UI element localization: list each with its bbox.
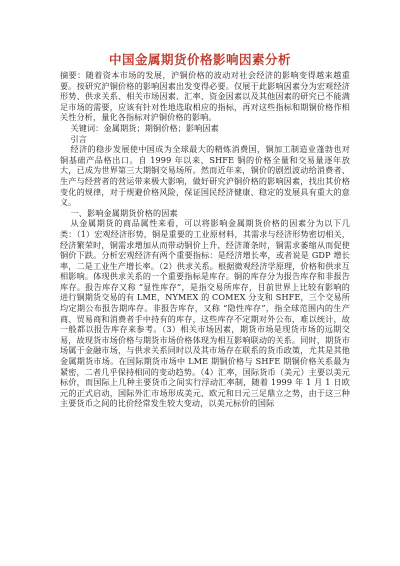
- document-title: 中国金属期货价格影响因素分析: [108, 52, 291, 67]
- intro-heading: 引言: [70, 133, 88, 144]
- abstract-paragraph: 摘要：随着资本市场的发展，沪铜价格的波动对社会经济的影响变得越来越重要。按研究沪铜价格的影响因素出发变得必要。仅展于此影响因素分为宏观经济形势、供求关系、相关市场因素、汇率、资金因素以及其他因素的研究已不能满足市场的需要，应该有针对性地选取相应的指标，再对这些指标和期铜价格作相关性分析，量化各指标对沪铜价格的影响。: [60, 70, 350, 123]
- keywords-line: 关键词：金属期货；期铜价格；影响因素: [70, 122, 219, 133]
- intro-paragraph: 经济的稳步发展使中国成为全球最大的精炼消费国，铜加工制造业蓬勃也对铜基础产品格出口。自 1999 年以来，SHFE 铜的价格全量和交易量逐年放大，已成为世界第三大期铜交易场所。然而近年来，铜价的剧烈波动给消费者、生产与经营者的营运带来极大影响，做好研究沪铜价格的影响因素，找出其价格变化的规律，对于规避价格风险，保证国民经济健康、稳定的发展具有重大的意义。: [60, 144, 350, 208]
- section-paragraph: 从金属期货的商品属性来看，可以将影响金属期货价格的因素分为以下几类：（1）宏观经济形势，铜是重要的工业原材料，其需求与经济形势密切相关，经济繁荣时，铜需求增加从而带动铜价上升，经济萧条时，铜需求萎缩从而促使铜价下跌。分析宏观经济有两个重要指标：是经济增长率，或者说是 GDP 增长率，二是工业生产增长率。（2）供求关系。根据微观经济学原理，价格和供求互相影响。体现供求关系的一个重要指标是库存。铜的库存分为报告库存和非报告库存。报告库存又称 “显性库存”，是指交易所库存，目前世界上比较有影响的进行铜期货交易的有 LME，NYMEX 的 COMEX 分支和 SHFE，三个交易所均定期公布报告期库存。非报告库存，又称 “隐性库存”，指全球范围内的生产商、贸易商和消费者手中持有的库存，这些库存不定期对外公布，难以统计，故一般都以报告库存来参考。（3）相关市场因素，期货市场是现货市场的远期交易，故现货市场价格与期货市场价格体现为相互影响联动的关系。同时，期货市场属于金融市场，与供求关系同时以及其市场存在联系的货币政策，尤其是其他金属期货市场。在国际期货市场中 LME 期铜价格与 SHFE 期铜价格关系最为紧密，二者几乎保持相同的变动趋势。（4）汇率，国际货币（美元）主要以美元标价，而国际上几种主要货币之间实行浮动汇率制，随着 1999 年 1 月 1 日欧元的正式启动，国际外汇市场形成美元、欧元和日元三足鼎立之势，由于这三种主要货币之间的比价经常发生较大变动，以美元标价的国际: [60, 218, 350, 409]
- document-body: [60, 70, 350, 409]
- section-heading: 一、影响金属期货价格的因素: [70, 207, 178, 218]
